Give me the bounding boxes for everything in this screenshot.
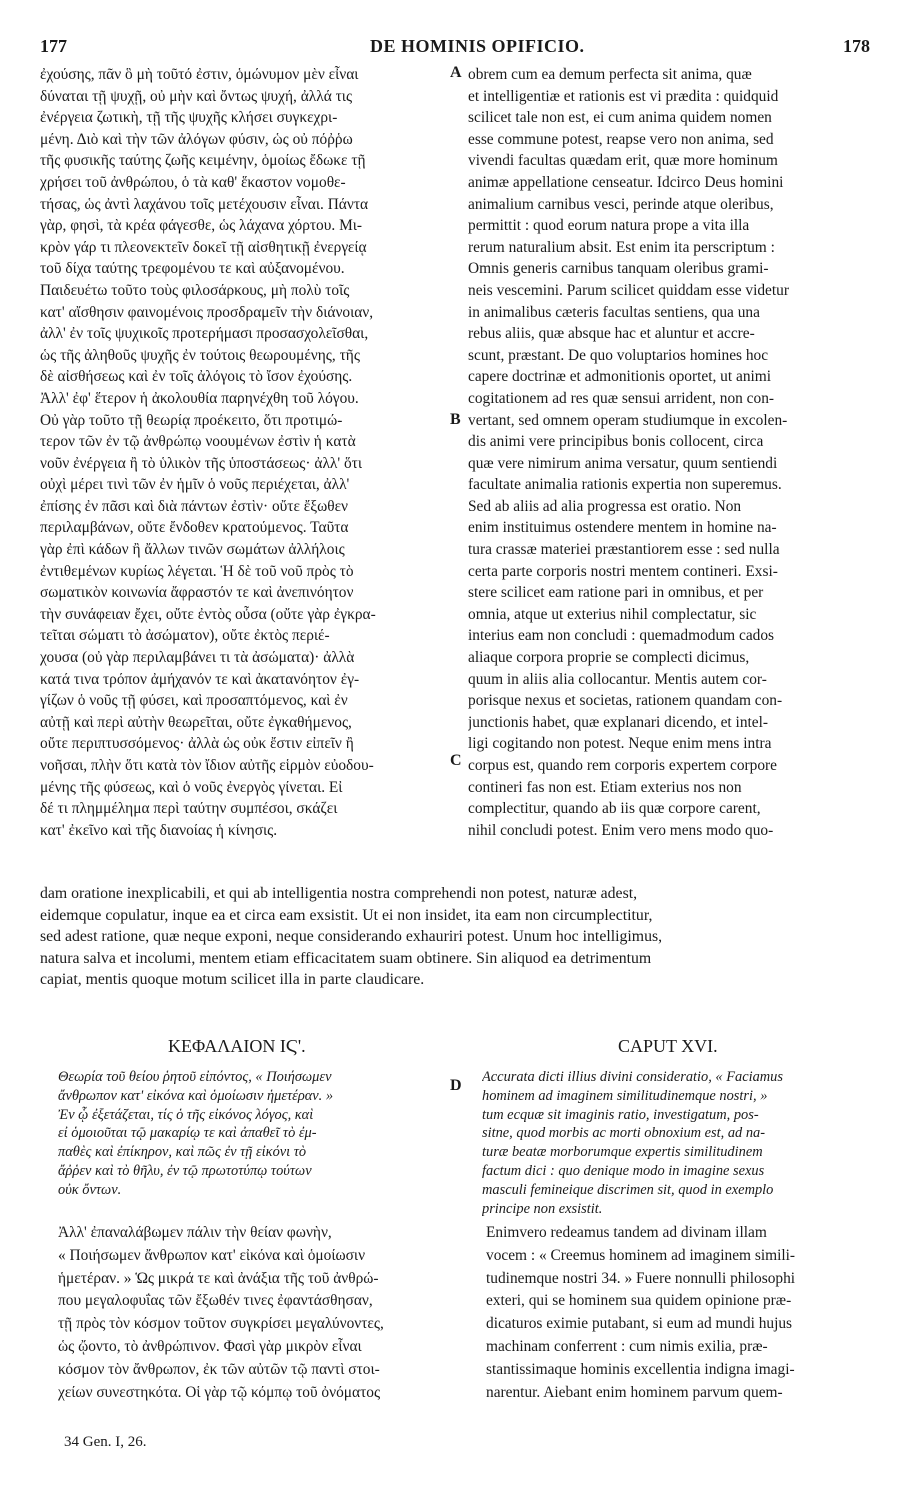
latin-text-line: omnia, atque ut exterius nihil complectatur, sic xyxy=(468,605,757,623)
latin-text-line: dicaturos eximie putabant, si eum ad mundi hujus xyxy=(486,1315,793,1333)
summary-line: Θεωρία τοῦ θείου ῥητοῦ εἰπόντος, « Ποιήσωμεν xyxy=(58,1069,332,1085)
greek-text-line: ἐντιθεμένων κυρίως λέγεται. Ἡ δὲ τοῦ νοῦ πρὸς τὸ xyxy=(40,562,354,580)
greek-text-line: οὐχὶ μέρει τινὶ τῶν ἐν ἡμῖν ὁ νοῦς περιέχεται, ἀλλ' xyxy=(40,476,350,494)
latin-text-line: et intelligentiæ et rationis est vi prædita : quidquid xyxy=(468,87,779,105)
latin-text-line: Enimvero redeamus tandem ad divinam illam xyxy=(486,1224,767,1241)
greek-text-line: ἀλλ' ἐν τοῖς ψυχικοῖς προτερήμασι προσασχολεῖσθαι, xyxy=(40,325,369,343)
latin-text-line: natura salva et incolumi, mentem etiam efficacitatem suam obtinere. Sin aliquod ea detrimentum xyxy=(40,949,652,967)
greek-text-line: δὲ αἰσθήσεως καὶ ἐν τοῖς ἀλόγοις τὸ ἴσον ἐχούσης. xyxy=(40,368,353,386)
greek-text-line: κατ' αἴσθησιν φαινομένοις προσδραμεῖν τὴν διάνοιαν, xyxy=(40,303,374,321)
greek-chapter-body xyxy=(58,1222,450,1404)
greek-text-line: Παιδευέτω τοῦτο τοὺς φιλοσάρκους, μὴ πολὺ τοῖς xyxy=(40,281,350,299)
latin-text-line: sed adest ratione, quæ neque exponi, neque considerando exhauriri potest. Unum hoc intelligimus, xyxy=(40,928,663,946)
greek-text-line: γὰρ, φησὶ, τὰ κρέα φάγεσθε, ὡς λάχανα χόρτου. Μι- xyxy=(40,217,363,235)
margin-letter-b: B xyxy=(450,411,461,428)
latin-text-line: narentur. Aiebant enim hominem parvum quem- xyxy=(486,1383,783,1401)
summary-line: παθὲς καὶ ἐπίκηρον, καὶ πῶς ἐν τῇ εἰκόνι τὸ xyxy=(58,1144,307,1161)
latin-column xyxy=(468,64,868,841)
latin-text-line: ligi cogitando non potest. Neque enim mens intra xyxy=(468,735,772,753)
latin-text-line: animæ appellatione censeatur. Idcirco Deus homini xyxy=(468,173,784,191)
latin-text-line: in animalibus cæteris facultas sentiens, qua una xyxy=(468,303,760,321)
latin-text-line: machinam conferrent : cum nimis exilia, præ- xyxy=(486,1337,768,1355)
latin-text-line: contineri fas non est. Etiam exterius nos non xyxy=(468,778,742,796)
summary-line: factum dici : quo denique modo in imagine sexus xyxy=(482,1162,765,1179)
summary-line: principe non exsistit. xyxy=(482,1200,603,1217)
greek-text-line: τεῖται σώματι τὸ ἀσώματον), οὔτε ἐκτὸς περιέ- xyxy=(40,627,330,645)
greek-column xyxy=(40,64,452,841)
greek-text-line: κρὸν γάρ τι πλεονεκτεῖν δοκεῖ τῇ αἰσθητικῇ ἐνεργείᾳ xyxy=(40,238,367,256)
latin-text-line: Omnis generis carnibus tanquam oleribus grami- xyxy=(468,260,769,278)
greek-text-line: « Ποιήσωμεν ἄνθρωπον κατ' εἰκόνα καὶ ὁμοίωσιν xyxy=(58,1246,366,1264)
latin-text-line: porisque nexus et societas, rationem quandam con- xyxy=(468,692,783,710)
running-title: DE HOMINIS OPIFICIO. xyxy=(370,36,585,56)
page-number-right: 178 xyxy=(843,36,870,56)
latin-text-line: scunt, præstant. De quo voluptarios homines hoc xyxy=(468,346,769,364)
latin-text-line: obrem cum ea demum perfecta sit anima, quæ xyxy=(468,66,752,83)
summary-line: οὐκ ὄντων. xyxy=(58,1181,122,1198)
greek-chapter-heading: ΚΕΦΑΛΑΙΟΝ ΙϚ'. xyxy=(168,1036,306,1056)
greek-text-line: σωματικὸν κοινωνία ἄφραστόν τε καὶ ἀνεπινόητον xyxy=(40,584,354,602)
greek-text-line: χείων συνεστηκότα. Οἱ γὰρ τῷ κόμπῳ τοῦ ὀνόματος xyxy=(58,1383,381,1401)
greek-text-line: κατά τινα τρόπον ἀμήχανόν τε καὶ ἀκατανόητον ἐγ- xyxy=(40,670,360,688)
greek-text-line: μένης τῆς φύσεως, καὶ ὁ νοῦς ἐνεργὸς γίνεται. Εἰ xyxy=(40,778,343,796)
greek-text-line: χρήσει τοῦ ἀνθρώπου, ὁ τὰ καθ' ἕκαστον νομοθε- xyxy=(40,173,346,191)
summary-line: turæ beatæ morborumque expertis similitudinem xyxy=(482,1144,763,1161)
latin-chapter-summary xyxy=(482,1068,872,1218)
latin-text-line: vocem : « Creemus hominem ad imaginem simili- xyxy=(486,1246,796,1264)
latin-text-line: corpus est, quando rem corporis expertem corpore xyxy=(468,757,777,774)
latin-text-line: interius eam non concludi : quemadmodum cados xyxy=(468,627,775,645)
greek-text-line: τὴν συνάφειαν ἔχει, οὔτε ἐντὸς οὖσα (οὔτε γὰρ ἐγκρα- xyxy=(40,605,376,623)
latin-text-line: nihil concludi potest. Enim vero mens modo quo- xyxy=(468,821,774,839)
summary-line: εἰ ὁμοιοῦται τῷ μακαρίῳ τε καὶ ἀπαθεῖ τὸ ἐμ- xyxy=(58,1125,317,1142)
greek-text-line: περιλαμβάνων, οὔτε ἔνδοθεν κρατούμενος. Ταῦτα xyxy=(40,519,349,537)
latin-text-line: enim instituimus ostendere mentem in homine na- xyxy=(468,519,777,537)
latin-text-line: capere doctrinæ et admonitionis oportet, ut animi xyxy=(468,368,772,386)
latin-text-line: capiat, mentis quoque motum scilicet illa in parte claudicare. xyxy=(40,971,425,989)
latin-text-line: rerum naturalium absit. Est enim ita perscriptum : xyxy=(468,238,775,256)
greek-text-line: νοῆσαι, πλὴν ὅτι κατὰ τὸν ἴδιον αὐτῆς εἱρμὸν εὐοδου- xyxy=(40,757,374,774)
greek-text-line: τῇ πρὸς τὸν κόσμον τοῦτον συγκρίσει μεγαλύνοντες, xyxy=(58,1315,384,1333)
greek-text-line: οὔτε περιπτυσσόμενος· ἀλλὰ ὡς οὐκ ἔστιν εἰπεῖν ἢ xyxy=(40,735,354,753)
greek-text-line: τοῦ δίχα ταύτης τρεφομένου τε καὶ αὐξανομένου. xyxy=(40,260,345,278)
greek-text-line: ὡς τῆς ἀληθοῦς ψυχῆς ἐν τούτοις θεωρουμένης, τῆς xyxy=(40,346,360,364)
latin-chapter-body xyxy=(486,1222,870,1404)
greek-text-line: ἡμετέραν. » Ὡς μικρά τε καὶ ἀνάξια τῆς τοῦ ἀνθρώ- xyxy=(58,1269,379,1287)
greek-text-line: τῆς φυσικῆς ταύτης ζωῆς κειμένην, ὁμοίως ἔδωκε τῇ xyxy=(40,152,366,170)
greek-text-line: ἐχούσης, πᾶν ὃ μὴ τοῦτό ἐστιν, ὁμώνυμον μὲν εἶναι xyxy=(40,66,359,83)
full-width-paragraph xyxy=(40,883,868,991)
greek-text-line: ὡς ᾤοντο, τὸ ἀνθρώπινον. Φασὶ γὰρ μικρὸν εἶναι xyxy=(58,1337,362,1355)
summary-line: Accurata dicti illius divini consideratio, « Faciamus xyxy=(482,1069,783,1085)
margin-letter-a: A xyxy=(450,64,462,81)
summary-line: ἄῤῥεν καὶ τὸ θῆλυ, ἐν τῷ πρωτοτύπῳ τούτων xyxy=(58,1162,312,1179)
latin-text-line: neis vescemini. Parum scilicet quiddam esse videtur xyxy=(468,281,789,299)
latin-text-line: stere scilicet eam ratione pari in omnibus, et per xyxy=(468,584,764,602)
latin-text-line: dis animi vere principibus bonis collocent, circa xyxy=(468,433,764,451)
page-number-left: 177 xyxy=(40,36,67,56)
greek-text-line: νοῦν ἐνέργεια ἢ τὸ ὑλικὸν τῆς ὑποστάσεως· ἀλλ' ὅτι xyxy=(40,454,363,472)
latin-text-line: Sed ab aliis ad alia progressa est oratio. Non xyxy=(468,497,742,515)
latin-text-line: permittit : quod eorum natura prope a vita illa xyxy=(468,217,750,235)
latin-text-line: quæ vere nimirum anima versatur, quum sentiendi xyxy=(468,454,778,472)
greek-text-line: γὰρ ἐπὶ κάδων ἢ ἄλλων τινῶν σωμάτων ἀλλήλοις xyxy=(40,541,345,559)
footnote: 34 Gen. I, 26. xyxy=(64,1434,147,1450)
greek-text-line: τερον τῶν ἐν τῷ ἀνθρώπῳ νοουμένων ἐστὶν ἡ κατὰ xyxy=(40,433,356,451)
latin-text-line: tura crassæ materiei præstantiorem esse : sed nulla xyxy=(468,541,780,559)
latin-text-line: tudinemque nostri 34. » Fuere nonnulli philosophi xyxy=(486,1269,796,1287)
greek-text-line: δέ τι πλημμέλημα περὶ ταύτην συμπέσοι, σκάζει xyxy=(40,800,338,818)
greek-text-line: Οὐ γὰρ τοῦτο τῇ θεωρίᾳ προέκειτο, ὅτι προτιμώ- xyxy=(40,411,343,429)
greek-text-line: ἐνέργεια ζωτικὴ, τῇ τῆς ψυχῆς κλήσει συγκεχρι- xyxy=(40,109,338,127)
greek-text-line: ἐπίσης ἐν πᾶσι καὶ διὰ πάντων ἐστὶν· οὔτε ἔξωθεν xyxy=(40,497,349,515)
greek-text-line: Ἀλλ' ἐφ' ἕτερον ἡ ἀκολουθία παρηνέχθη τοῦ λόγου. xyxy=(40,389,359,407)
latin-text-line: scilicet tale non est, ei cum anima quidem nomen xyxy=(468,109,772,127)
latin-chapter-heading: CAPUT XVI. xyxy=(618,1036,718,1056)
latin-text-line: complectitur, quando ab iis quæ corpore carent, xyxy=(468,800,761,818)
latin-text-line: eidemque copulatur, inque ea et circa eam exsistit. Ut ei non insidet, ita eam non circumplectitur, xyxy=(40,906,653,924)
greek-text-line: μένη. Διὸ καὶ τὴν τῶν ἀλόγων φύσιν, ὡς οὐ πόῤῥω xyxy=(40,130,353,148)
latin-text-line: rebus aliis, quæ absque hac et aluntur et accre- xyxy=(468,325,755,343)
margin-letter-c: C xyxy=(450,752,462,769)
summary-line: masculi femineique discrimen sit, quod in exemplo xyxy=(482,1181,774,1198)
greek-text-line: γίζων ὁ νοῦς τῇ φύσει, καὶ προσαπτόμενος, καὶ ἐν xyxy=(40,692,348,710)
summary-line: hominem ad imaginem similitudinemque nostri, » xyxy=(482,1087,768,1104)
latin-text-line: cogitationem ad res quæ sensui arrident, non con- xyxy=(468,389,775,407)
summary-line: Ἐν ᾧ ἐξετάζεται, τίς ὁ τῆς εἰκόνος λόγος, καὶ xyxy=(58,1106,314,1123)
running-header xyxy=(40,36,870,60)
greek-chapter-summary xyxy=(58,1068,448,1200)
greek-text-line: δύναται τῇ ψυχῇ, οὐ μὴν καὶ ὄντως ψυχή, ἀλλά τις xyxy=(40,87,353,105)
latin-text-line: dam oratione inexplicabili, et qui ab intelligentia nostra comprehendi non potest, naturæ adest, xyxy=(40,885,638,902)
margin-letter-d: D xyxy=(450,1077,462,1094)
latin-text-line: aliaque corpora proprie se complecti dicimus, xyxy=(468,649,750,667)
latin-text-line: exteri, qui se hominem sua quidem opinione præ- xyxy=(486,1292,792,1310)
latin-text-line: certa parte corporis nostri mentem contineri. Exsi- xyxy=(468,562,778,580)
latin-text-line: stantissimaque hominis excellentia indigna imagi- xyxy=(486,1360,795,1378)
greek-text-line: τήσας, ὡς ἀντὶ λαχάνου τοῖς μετέχουσιν εἶναι. Πάντα xyxy=(40,195,369,213)
greek-text-line: κατ' ἐκεῖνο καὶ τῆς διανοίας ἡ κίνησις. xyxy=(40,821,278,839)
greek-text-line: Ἀλλ' ἐπαναλάβωμεν πάλιν τὴν θείαν φωνὴν, xyxy=(58,1224,332,1241)
latin-text-line: vertant, sed omnem operam studiumque in excolen- xyxy=(468,411,788,429)
latin-text-line: esse commune potest, reapse vero non anima, sed xyxy=(468,130,774,148)
latin-text-line: animalium carnibus vesci, perinde atque oleribus, xyxy=(468,195,774,213)
greek-text-line: που μεγαλοφυΐας τῶν ἔξωθέν τινες ἐφαντάσθησαν, xyxy=(58,1292,373,1310)
latin-text-line: quum in aliis alia collocantur. Mentis autem cor- xyxy=(468,670,767,688)
latin-text-line: facultate animalia rationis expertia non superemus. xyxy=(468,476,782,494)
greek-text-line: κόσμον τὸν ἄνθρωπον, ἐκ τῶν αὐτῶν τῷ παντὶ στοι- xyxy=(58,1360,380,1378)
latin-text-line: junctionis habet, quæ explanari dicendo, et intel- xyxy=(468,713,769,731)
summary-line: tum ecquæ sit imaginis ratio, investigatum, pos- xyxy=(482,1106,759,1123)
summary-line: ἄνθρωπον κατ' εἰκόνα καὶ ὁμοίωσιν ἡμετέραν. » xyxy=(58,1087,334,1104)
latin-text-line: vivendi facultas quædam erit, quæ more hominum xyxy=(468,152,778,170)
greek-text-line: χουσα (οὐ γὰρ περιλαμβάνει τι τὰ ἀσώματα)· ἀλλὰ xyxy=(40,649,355,667)
summary-line: sitne, quod morbis ac morti obnoxium est, ad na- xyxy=(482,1125,765,1142)
greek-text-line: αὐτῇ καὶ περὶ αὐτὴν θεωρεῖται, οὔτε ἐγκαθήμενος, xyxy=(40,713,352,731)
